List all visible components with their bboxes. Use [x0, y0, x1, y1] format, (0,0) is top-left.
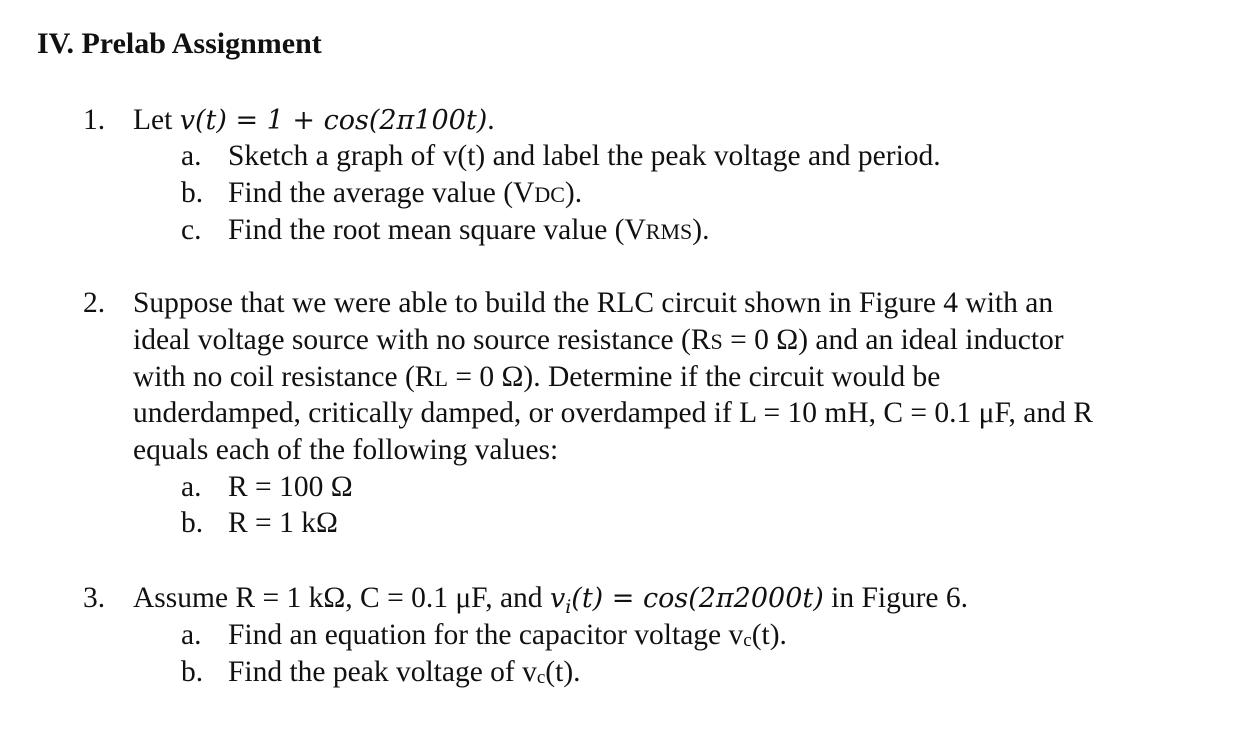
question-3a-subscript: c	[743, 630, 752, 651]
question-1c-text-after: ).	[692, 214, 710, 246]
question-1-stem	[133, 102, 495, 139]
question-2-line-3	[133, 359, 940, 397]
question-3a-text-after: (t).	[751, 619, 787, 651]
question-1c-text	[228, 212, 709, 250]
question-3-expr-subscript: i	[565, 596, 572, 618]
question-2-line-3-after: = 0 Ω). Determine if the circuit would be	[447, 361, 941, 393]
question-3a-text	[228, 617, 787, 659]
question-2-line-3-subscript: L	[434, 366, 448, 391]
question-1-number: 1.	[83, 104, 106, 136]
question-3b-text-before: Find the peak voltage of v	[228, 656, 537, 688]
question-2-line-2-before: ideal voltage source with no source resistance (R	[133, 324, 711, 356]
question-1-end: .	[487, 104, 495, 136]
question-2-line-1: Suppose that we were able to build the RLC circuit shown in Figure 4 with an	[133, 287, 1054, 319]
question-1-expression: v(t) = 1 + cos(2π100t)	[179, 105, 488, 136]
question-3-expr-rest: (t) = cos(2π2000t)	[571, 583, 824, 614]
question-1c-letter: c.	[181, 214, 202, 246]
question-2-number: 2.	[83, 287, 106, 319]
question-1b-text	[228, 175, 582, 213]
question-2b-letter: b.	[181, 507, 204, 539]
question-1a-letter: a.	[181, 140, 202, 172]
question-3b-text	[228, 654, 581, 696]
question-3-expr-v: v	[549, 583, 566, 614]
question-2a-text: R = 100 Ω	[228, 471, 353, 503]
question-3b-letter: b.	[181, 656, 204, 688]
question-3a-letter: a.	[181, 619, 202, 651]
question-3a-text-before: Find an equation for the capacitor voltage v	[228, 619, 744, 651]
question-1a-text: Sketch a graph of v(t) and label the peak voltage and period.	[228, 140, 941, 172]
question-2-line-2	[133, 322, 1064, 360]
question-3b-subscript: c	[536, 667, 546, 688]
question-1b-text-before: Find the average value (V	[228, 177, 535, 209]
question-1b-subscript: DC	[534, 182, 565, 207]
question-2-line-2-after: = 0 Ω) and an ideal inductor	[722, 324, 1064, 356]
question-1b-text-after: ).	[564, 177, 583, 209]
question-2-line-2-subscript: S	[710, 329, 723, 354]
question-2-line-5: equals each of the following values:	[133, 434, 559, 466]
question-2-line-4: underdamped, critically damped, or overdamped if L = 10 mH, C = 0.1 μF, and R	[133, 397, 1093, 429]
section-heading: IV. Prelab Assignment	[37, 27, 322, 60]
question-2-line-3-before: with no coil resistance (R	[133, 361, 435, 393]
question-3-expression	[549, 583, 824, 618]
question-1b-letter: b.	[181, 177, 204, 209]
question-2a-letter: a.	[181, 471, 202, 503]
question-1c-text-before: Find the root mean square value (V	[228, 214, 646, 246]
question-2b-text: R = 1 kΩ	[228, 507, 338, 539]
question-3-lead: Assume R = 1 kΩ, C = 0.1 μF, and	[133, 582, 543, 614]
question-3-tail: in Figure 6.	[823, 582, 968, 614]
question-3b-text-after: (t).	[545, 656, 581, 688]
question-1c-subscript: RMS	[645, 219, 693, 244]
question-3-number: 3.	[83, 582, 106, 614]
question-1-lead: Let	[133, 104, 173, 136]
